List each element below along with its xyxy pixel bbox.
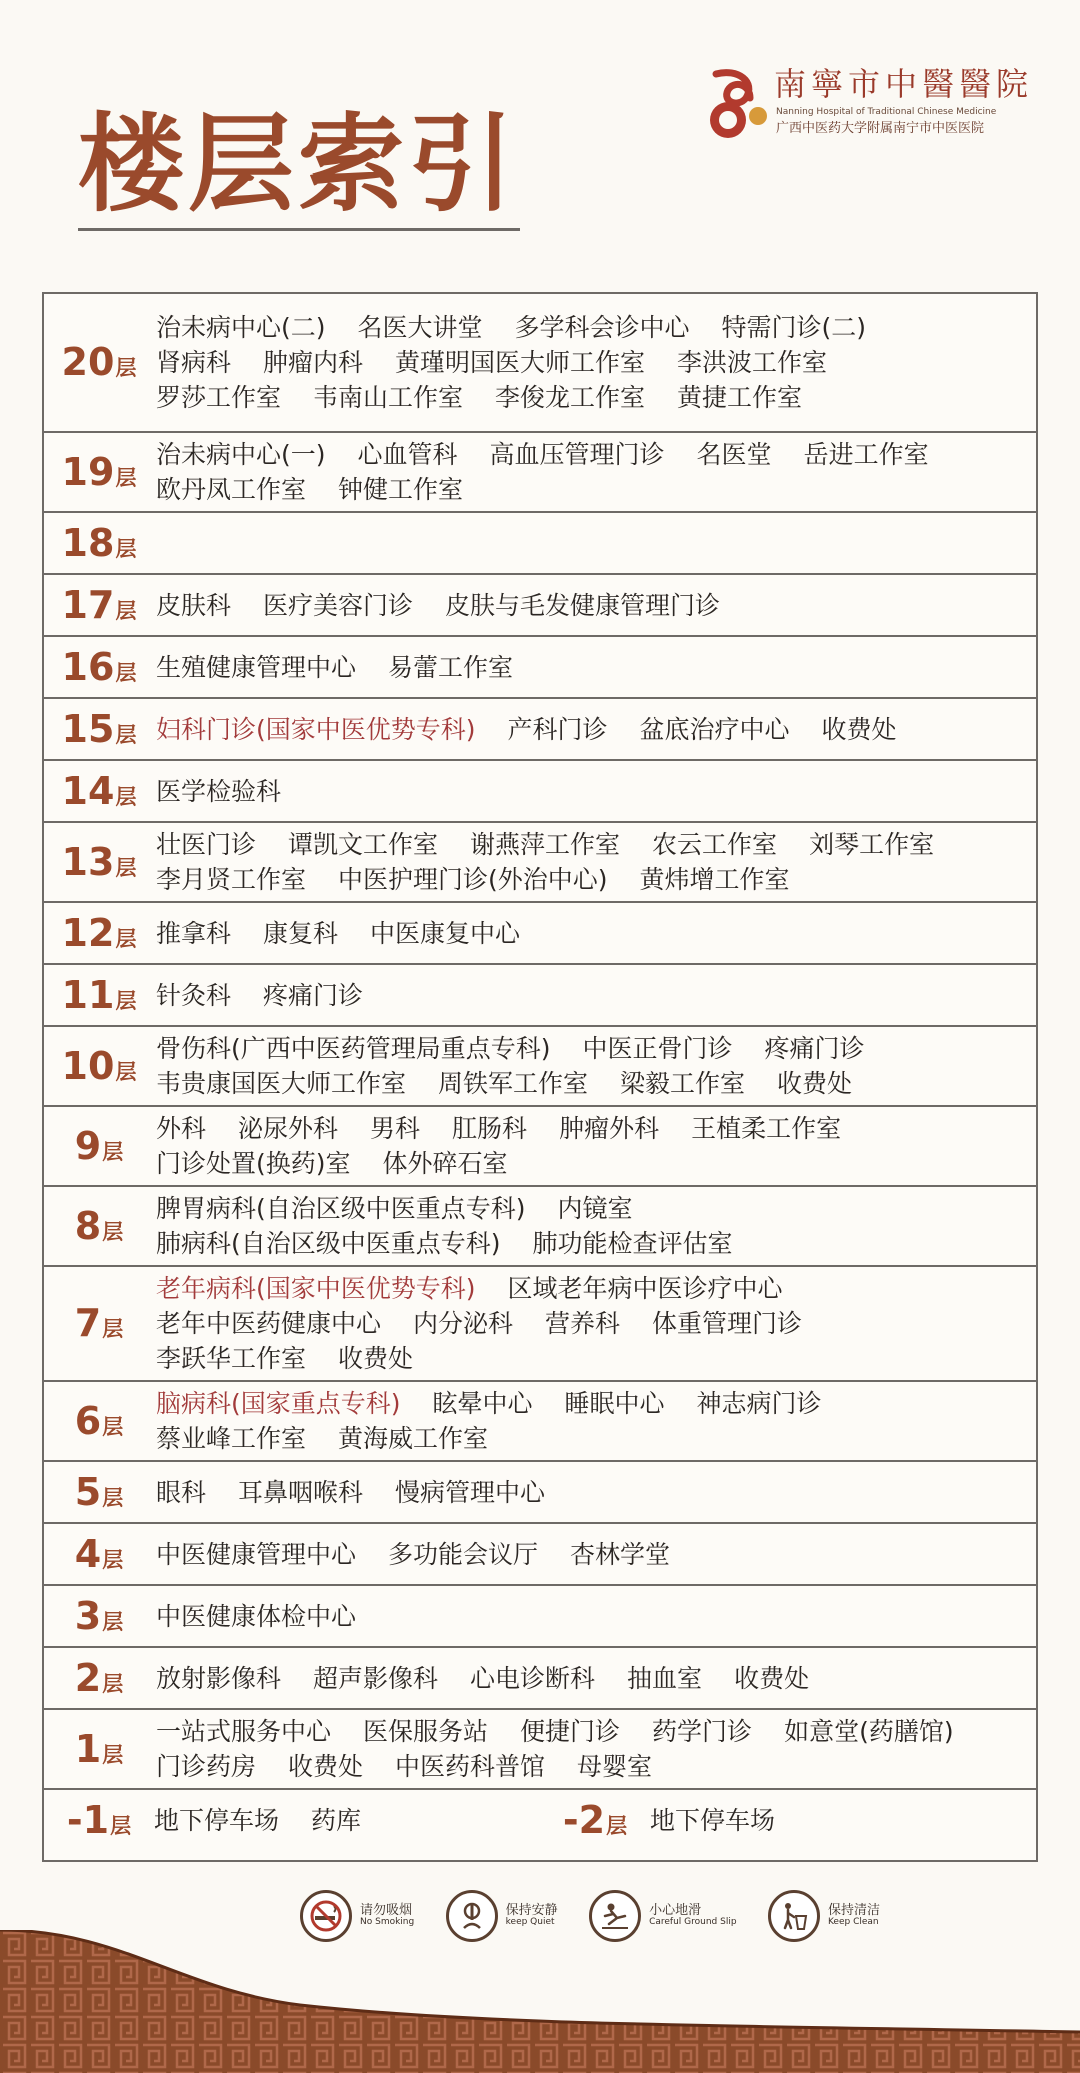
department-line: [156, 827, 1036, 862]
floor-row-3: [44, 1584, 1036, 1646]
department-line: [156, 862, 1036, 897]
department: 泌尿外科: [238, 1114, 339, 1143]
department: 骨伤科(广西中医药管理局重点专科): [156, 1034, 551, 1063]
department: 肿瘤外科: [559, 1114, 660, 1143]
department: 药库: [311, 1805, 362, 1835]
floor-number: 11: [61, 972, 115, 1017]
department-line: [156, 1537, 1036, 1572]
floor-row-14: [44, 759, 1036, 821]
department: 王植柔工作室: [691, 1114, 842, 1143]
department-list: [154, 1475, 1036, 1510]
floor-label: [44, 340, 154, 384]
department: 治未病中心(二): [156, 313, 326, 342]
floor-number: 16: [61, 644, 115, 689]
notice-text: [506, 1904, 558, 1928]
floor-unit: 层: [102, 1485, 124, 1510]
department: 心血管科: [357, 440, 458, 469]
department-line: [156, 588, 1036, 623]
floor-row-13: [44, 821, 1036, 901]
department: 地下停车场: [650, 1805, 776, 1835]
department-list: [154, 712, 1036, 747]
department: 蔡业峰工作室: [156, 1424, 307, 1453]
department-line: [156, 1421, 1036, 1456]
floor-number: -1: [66, 1797, 110, 1842]
department: 眼科: [156, 1477, 207, 1507]
floor-label: [44, 972, 154, 1017]
department-list: [154, 1271, 1036, 1376]
floor-number: 8: [74, 1203, 102, 1248]
department: 耳鼻咽喉科: [238, 1477, 364, 1507]
department-line: [156, 1475, 1036, 1510]
department: 抽血室: [627, 1663, 703, 1693]
notice-english-label: Careful Ground Slip: [649, 1917, 737, 1928]
notice-english-label: keep Quiet: [505, 1917, 555, 1928]
hospital-name: 南寧市中醫醫院: [774, 65, 1034, 103]
floor-unit: 层: [102, 1139, 124, 1164]
floor-row-5: [44, 1460, 1036, 1522]
department-line: [154, 1803, 393, 1838]
title-underline: [78, 228, 520, 231]
floor-row-4: [44, 1522, 1036, 1584]
department-list: [154, 1111, 1036, 1181]
floor-row-20: [44, 294, 1036, 431]
department-line: [156, 1066, 1036, 1101]
department: 刘琴工作室: [809, 830, 935, 859]
department: 肾病科: [156, 348, 232, 377]
department: 放射影像科: [156, 1663, 282, 1693]
hospital-emblem-icon: [708, 68, 770, 142]
floor-label: [44, 910, 154, 955]
floor-row-17: [44, 573, 1036, 635]
floor-number: 7: [74, 1301, 102, 1345]
floor-number: 5: [74, 1469, 102, 1514]
department: 超声影像科: [313, 1663, 439, 1693]
floor-label: [44, 449, 154, 494]
floor-row-basement: [44, 1788, 1036, 1850]
floor-row-2: [44, 1646, 1036, 1708]
floor-unit: 层: [102, 1742, 124, 1767]
department: 名医堂: [696, 440, 772, 469]
department: 杏林学堂: [570, 1539, 671, 1569]
department: 医学检验科: [156, 776, 282, 806]
basement-floor--2: [540, 1797, 1036, 1842]
department-featured: 脑病科(国家重点专科): [156, 1389, 401, 1418]
floor-number: 12: [61, 910, 115, 955]
floor-unit: 层: [115, 722, 137, 747]
floor-number: 10: [61, 1043, 115, 1088]
department: 门诊处置(换药)室: [156, 1149, 351, 1178]
floor-label: [44, 1531, 154, 1576]
department: 中医健康管理中心: [156, 1539, 357, 1569]
floor-unit: 层: [115, 536, 137, 561]
floor-unit: 层: [102, 1671, 124, 1696]
department-line: [156, 1599, 1036, 1634]
floor-label: [44, 706, 154, 751]
department-line: [156, 774, 1036, 809]
department-line: [156, 1749, 1036, 1784]
floor-number: 15: [61, 706, 115, 751]
floor-row-9: [44, 1105, 1036, 1185]
department: 内镜室: [557, 1194, 633, 1223]
department: 收费处: [288, 1752, 364, 1781]
department: 特需门诊(二): [721, 313, 867, 342]
department: 皮肤科: [156, 590, 232, 620]
department: 眩晕中心: [432, 1389, 533, 1418]
department: 针灸科: [156, 980, 232, 1010]
notice-label: 请勿吸烟: [360, 1902, 413, 1918]
floor-unit: 层: [115, 660, 137, 685]
department: 门诊药房: [156, 1752, 257, 1781]
floor-label: [44, 1301, 154, 1345]
floor-number: 4: [74, 1531, 102, 1576]
department: 谭凯文工作室: [288, 830, 439, 859]
floor-number: 20: [61, 340, 115, 384]
department: 收费处: [734, 1663, 810, 1693]
department: 内分泌科: [413, 1309, 514, 1338]
department: 神志病门诊: [696, 1389, 822, 1418]
department: 外科: [156, 1114, 207, 1143]
department: 梁毅工作室: [620, 1069, 746, 1098]
floor-row-18: [44, 511, 1036, 573]
floor-label: [44, 1123, 154, 1168]
department-list: [154, 1714, 1036, 1784]
floor-unit: 层: [102, 1414, 124, 1439]
department: 钟健工作室: [338, 475, 464, 504]
department-list: [154, 1599, 1036, 1634]
notice-label: 保持清洁: [827, 1902, 880, 1918]
department-list: [154, 1031, 1036, 1101]
department: 产科门诊: [507, 714, 608, 744]
department-list: [154, 916, 1036, 951]
department: 韦南山工作室: [313, 383, 464, 412]
department-line: [156, 978, 1036, 1013]
floor-label: [44, 1655, 154, 1700]
floor-row-16: [44, 635, 1036, 697]
department: 推拿科: [156, 918, 232, 948]
floor-unit: 层: [110, 1813, 132, 1838]
department: 多功能会议厅: [388, 1539, 539, 1569]
department-list: [154, 1191, 1036, 1261]
floor-label: [44, 1469, 154, 1514]
floor-unit: 层: [115, 855, 137, 880]
department: 体重管理门诊: [652, 1309, 803, 1338]
department: 慢病管理中心: [395, 1477, 546, 1507]
floor-number: 18: [61, 520, 115, 565]
department: 医保服务站: [363, 1717, 489, 1746]
floor-label: [44, 520, 154, 565]
department: 高血压管理门诊: [489, 440, 665, 469]
department: 男科: [370, 1114, 421, 1143]
notice-text: [649, 1904, 736, 1928]
department: 中医正骨门诊: [582, 1034, 733, 1063]
department: 黄捷工作室: [677, 383, 803, 412]
floor-row-10: [44, 1025, 1036, 1105]
floor-unit: 层: [102, 1317, 124, 1341]
department-list: [154, 978, 1036, 1013]
department: 谢燕萍工作室: [470, 830, 621, 859]
department-line: [156, 380, 1036, 415]
department-line: [156, 1661, 1036, 1696]
floor-row-19: [44, 431, 1036, 511]
floor-unit: 层: [115, 598, 137, 623]
floor-unit: 层: [102, 1609, 124, 1634]
department: 肿瘤内科: [263, 348, 364, 377]
department-line: [156, 1271, 1036, 1306]
department: 收费处: [338, 1344, 414, 1373]
department: 黄海威工作室: [338, 1424, 489, 1453]
floor-number: 1: [74, 1726, 102, 1771]
page-title: 楼层索引: [78, 103, 518, 226]
department-line: [156, 437, 1036, 472]
floor-label: [44, 839, 154, 884]
floor-unit: 层: [115, 465, 137, 490]
department: 肺病科(自治区级中医重点专科): [156, 1229, 501, 1258]
department: 体外碎石室: [382, 1149, 508, 1178]
floor-number: 19: [61, 449, 115, 494]
floor-label: [540, 1797, 650, 1842]
floor-unit: 层: [115, 988, 137, 1013]
floor-unit: 层: [102, 1219, 124, 1244]
department: 收费处: [821, 714, 897, 744]
department-featured: 老年病科(国家中医优势专科): [156, 1274, 476, 1303]
floor-row-6: [44, 1380, 1036, 1460]
department-list: [154, 774, 1036, 809]
notice-text: [828, 1904, 880, 1928]
floor-unit: 层: [115, 784, 137, 809]
department: 名医大讲堂: [357, 313, 483, 342]
department: 皮肤与毛发健康管理门诊: [445, 590, 721, 620]
floor-unit: 层: [115, 1059, 137, 1084]
department: 李跃华工作室: [156, 1344, 307, 1373]
notice-english-label: No Smoking: [360, 1917, 415, 1928]
department: 母婴室: [577, 1752, 653, 1781]
department: 脾胃病科(自治区级中医重点专科): [156, 1194, 526, 1223]
floor-number: 3: [74, 1593, 102, 1638]
hospital-logo: [708, 66, 1038, 146]
department: 周铁军工作室: [438, 1069, 589, 1098]
department-list: [154, 827, 1036, 897]
department: 便捷门诊: [520, 1717, 621, 1746]
department: 易蕾工作室: [388, 652, 514, 682]
floor-row-12: [44, 901, 1036, 963]
floor-row-15: [44, 697, 1036, 759]
department: 如意堂(药膳馆): [784, 1717, 954, 1746]
department-line: [156, 1341, 1036, 1376]
floor-label: [44, 1043, 154, 1088]
department: 治未病中心(一): [156, 440, 326, 469]
department: 睡眠中心: [564, 1389, 665, 1418]
department: 中医康复中心: [370, 918, 521, 948]
department-list: [154, 1386, 1036, 1456]
department: 药学门诊: [652, 1717, 753, 1746]
floor-label: [44, 1593, 154, 1638]
department: 盆底治疗中心: [639, 714, 790, 744]
department-line: [156, 916, 1036, 951]
department: 地下停车场: [154, 1805, 280, 1835]
department: 黄瑾明国医大师工作室: [395, 348, 646, 377]
department-line: [156, 712, 1036, 747]
department: 韦贵康国医大师工作室: [156, 1069, 407, 1098]
department: 区域老年病中医诊疗中心: [507, 1274, 783, 1303]
department: 中医药科普馆: [395, 1752, 546, 1781]
floor-number: -2: [562, 1797, 606, 1842]
notice-label: 保持安静: [505, 1902, 558, 1918]
department: 疼痛门诊: [764, 1034, 865, 1063]
department: 李洪波工作室: [677, 348, 828, 377]
department: 老年中医药健康中心: [156, 1309, 382, 1338]
department-line: [156, 345, 1036, 380]
department-line: [156, 1031, 1036, 1066]
basement-floor--1: [44, 1797, 540, 1842]
department-line: [156, 1226, 1036, 1261]
department-line: [156, 1191, 1036, 1226]
department: 欧丹凤工作室: [156, 475, 307, 504]
department-list: [154, 650, 1036, 685]
notice-english-label: Keep Clean: [827, 1917, 879, 1928]
department-list: [154, 1537, 1036, 1572]
floor-number: 14: [61, 768, 115, 813]
department-line: [156, 310, 1036, 345]
department-featured: 妇科门诊(国家中医优势专科): [156, 714, 476, 744]
department: 疼痛门诊: [263, 980, 364, 1010]
floor-label: [44, 1797, 154, 1842]
department: 罗莎工作室: [156, 383, 282, 412]
department: 肛肠科: [452, 1114, 528, 1143]
department: 李俊龙工作室: [495, 383, 646, 412]
floor-unit: 层: [115, 356, 137, 380]
notice-label: 小心地滑: [649, 1902, 702, 1918]
department: 中医健康体检中心: [156, 1601, 357, 1631]
decorative-bottom-band: [0, 1930, 1080, 2073]
department-list: [154, 437, 1036, 507]
department: 生殖健康管理中心: [156, 652, 357, 682]
floor-number: 2: [74, 1655, 102, 1700]
department-line: [156, 472, 1036, 507]
department: 岳进工作室: [803, 440, 929, 469]
hospital-english-name: Nanning Hospital of Traditional Chinese Medicine: [776, 107, 997, 117]
department: 收费处: [777, 1069, 853, 1098]
floor-unit: 层: [102, 1547, 124, 1572]
department: 壮医门诊: [156, 830, 257, 859]
department-line: [156, 1146, 1036, 1181]
floor-row-11: [44, 963, 1036, 1025]
floor-label: [44, 582, 154, 627]
department-list: [154, 1661, 1036, 1696]
department: 中医护理门诊(外治中心): [338, 865, 608, 894]
floor-number: 9: [74, 1123, 102, 1168]
department: 黄炜增工作室: [639, 865, 790, 894]
floor-label: [44, 1726, 154, 1771]
hospital-subtitle: 广西中医药大学附属南宁市中医医院: [776, 121, 985, 136]
floor-unit: 层: [606, 1813, 628, 1838]
department: 康复科: [263, 918, 339, 948]
department-line: [156, 650, 1036, 685]
department: 医疗美容门诊: [263, 590, 414, 620]
department: 肺功能检查评估室: [532, 1229, 733, 1258]
department-line: [156, 1714, 1036, 1749]
department: 多学科会诊中心: [514, 313, 690, 342]
floor-label: [44, 1203, 154, 1248]
floor-number: 17: [61, 582, 115, 627]
floor-number: 6: [74, 1398, 102, 1443]
department-list: [154, 588, 1036, 623]
floor-label: [44, 1398, 154, 1443]
department-line: [156, 1306, 1036, 1341]
floor-label: [44, 644, 154, 689]
department-line: [156, 1386, 1036, 1421]
floor-number: 13: [61, 839, 115, 884]
floor-directory: [42, 292, 1038, 1862]
department: 农云工作室: [652, 830, 778, 859]
department: 营养科: [545, 1309, 621, 1338]
floor-label: [44, 768, 154, 813]
department-list: [154, 310, 1036, 415]
floor-row-7: [44, 1265, 1036, 1380]
notice-text: [360, 1904, 414, 1928]
floor-unit: 层: [115, 926, 137, 951]
department-line: [650, 1803, 807, 1838]
floor-row-8: [44, 1185, 1036, 1265]
floor-row-1: [44, 1708, 1036, 1788]
department: 心电诊断科: [470, 1663, 596, 1693]
department-line: [156, 1111, 1036, 1146]
department: 李月贤工作室: [156, 865, 307, 894]
department: 一站式服务中心: [156, 1717, 332, 1746]
